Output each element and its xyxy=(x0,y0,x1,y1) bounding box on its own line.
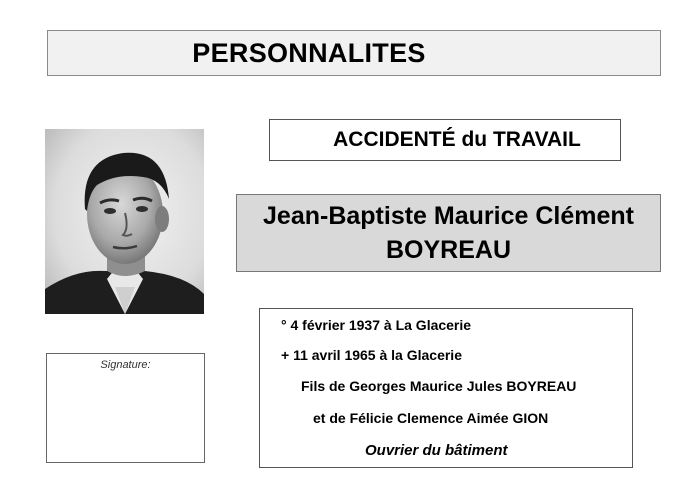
portrait-image xyxy=(45,129,204,314)
person-name-box xyxy=(236,194,661,272)
signature-box xyxy=(46,353,205,463)
father-line: Fils de Georges Maurice Jules BOYREAU xyxy=(301,378,577,394)
portrait-photo xyxy=(45,129,204,314)
page-title-box xyxy=(47,30,661,76)
person-name-line1: Jean-Baptiste Maurice Clément xyxy=(263,202,634,230)
page-title: PERSONNALITES xyxy=(192,37,426,68)
category-box xyxy=(269,119,621,161)
death-line: + 11 avril 1965 à la Glacerie xyxy=(281,347,462,363)
category-label: ACCIDENTÉ du TRAVAIL xyxy=(333,128,581,151)
person-name-line2: BOYREAU xyxy=(385,236,511,264)
mother-line: et de Félicie Clemence Aimée GION xyxy=(313,410,549,426)
biography-box xyxy=(259,308,633,468)
signature-label: Signature: xyxy=(100,359,151,371)
birth-line: ° 4 février 1937 à La Glacerie xyxy=(281,317,472,333)
occupation-line: Ouvrier du bâtiment xyxy=(365,442,508,459)
